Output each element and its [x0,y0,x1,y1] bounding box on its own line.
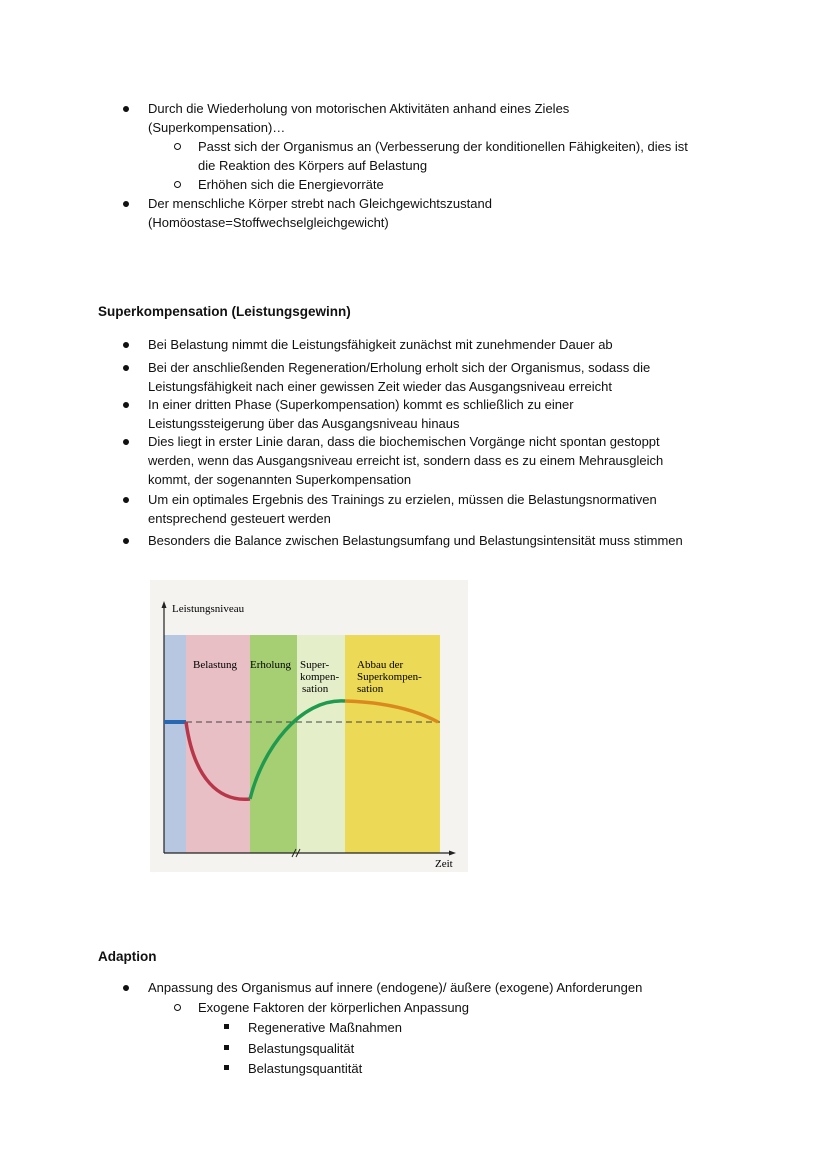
paragraph-line: kommt, der sogenannten Superkompensation [148,472,412,487]
paragraph-line: die Reaktion des Körpers auf Belastung [198,158,428,173]
paragraph-line: Leistungssteigerung über das Ausgangsniveau hinaus [148,416,460,431]
paragraph-line: Passt sich der Organismus an (Verbesserung der konditionellen Fähigkeiten), dies ist [198,139,688,154]
phase-label-abbau: Abbau der [357,659,404,671]
paragraph-line: Belastungsquantität [248,1061,363,1076]
phase-label-belastung: Belastung [193,659,237,671]
phase-ausgang-band [164,635,186,853]
paragraph-line: Bei Belastung nimmt die Leistungsfähigkeit zunächst mit zunehmender Dauer ab [148,337,613,352]
sub-bullet-marker [174,143,181,150]
y-axis-label: Leistungsniveau [172,603,245,615]
paragraph-line: Der menschliche Körper strebt nach Gleichgewichtszustand [148,196,492,211]
paragraph-line: Exogene Faktoren der körperlichen Anpassung [198,1000,470,1015]
x-axis-label: Zeit [435,858,453,870]
section-heading: Adaption [98,949,157,964]
phase-label-abbau: sation [357,683,384,695]
superkompensation-figure [150,580,468,872]
section-heading: Superkompensation (Leistungsgewinn) [98,304,351,319]
phase-label-super: kompen- [300,671,340,683]
bullet-marker [123,201,129,207]
phase-label-super: Super- [300,659,330,671]
bullet-marker [123,342,129,348]
paragraph-line: Durch die Wiederholung von motorischen Aktivitäten anhand eines Zieles [148,101,570,116]
paragraph-line: Dies liegt in erster Linie daran, dass die biochemischen Vorgänge nicht spontan gestoppt [148,434,660,449]
paragraph-line: Anpassung des Organismus auf innere (endogene)/ äußere (exogene) Anforderungen [148,980,643,995]
phase-label-abbau: Superkompen- [357,671,422,683]
phase-label-erholung: Erholung [250,659,291,671]
superkompensation-graph [150,580,468,872]
paragraph-line: Bei der anschließenden Regeneration/Erholung erholt sich der Organismus, sodass die [148,360,651,375]
paragraph-line: (Homöostase=Stoffwechselgleichgewicht) [148,215,389,230]
bullet-marker [123,439,129,445]
paragraph-line: Um ein optimales Ergebnis des Trainings zu erzielen, müssen die Belastungsnormativen [148,492,657,507]
paragraph-line: In einer dritten Phase (Superkompensation) kommt es schließlich zu einer [148,397,574,412]
paragraph-line: (Superkompensation)… [148,120,286,135]
bullet-marker [123,985,129,991]
square-bullet-marker [224,1065,229,1070]
bullet-marker [123,402,129,408]
paragraph-line: Belastungsqualität [248,1041,355,1056]
square-bullet-marker [224,1045,229,1050]
sub-bullet-marker [174,1004,181,1011]
sub-bullet-marker [174,181,181,188]
square-bullet-marker [224,1024,229,1029]
phase-label-super: sation [302,683,329,695]
paragraph-line: entsprechend gesteuert werden [148,511,331,526]
bullet-marker [123,538,129,544]
paragraph-line: Leistungsfähigkeit nach einer gewissen Zeit wieder das Ausgangsniveau erreicht [148,379,612,394]
paragraph-line: Besonders die Balance zwischen Belastungsumfang und Belastungsintensität muss stimmen [148,533,683,548]
paragraph-line: werden, wenn das Ausgangsniveau erreicht ist, sondern dass es zu einem Mehrausgleich [148,453,664,468]
paragraph-line: Erhöhen sich die Energievorräte [198,177,384,192]
bullet-marker [123,106,129,112]
bullet-marker [123,497,129,503]
bullet-marker [123,365,129,371]
paragraph-line: Regenerative Maßnahmen [248,1020,402,1035]
